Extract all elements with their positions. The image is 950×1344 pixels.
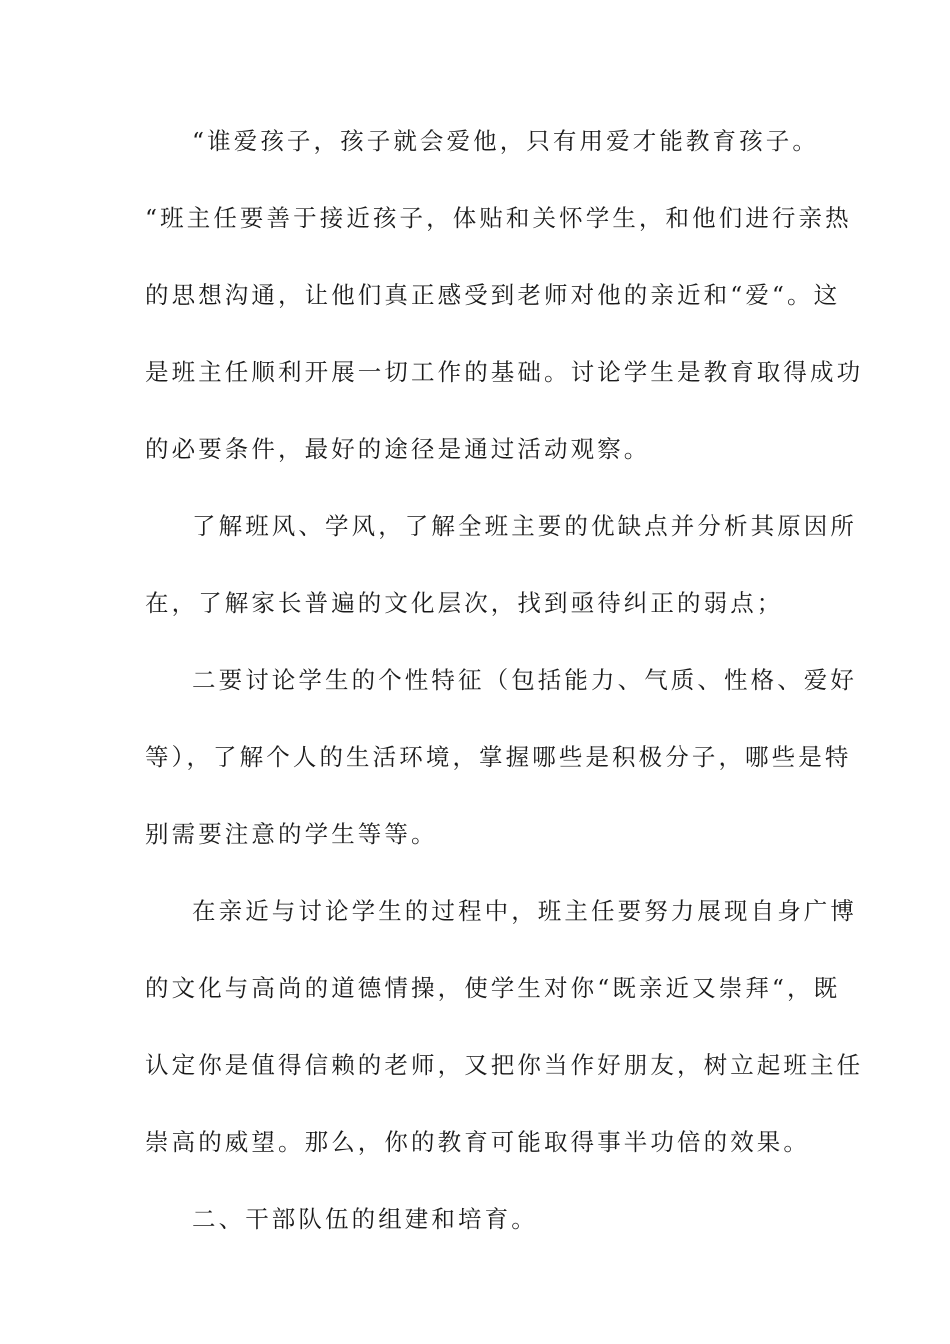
text-line: 的思想沟通，让他们真正感受到老师对他的亲近和“爱“。这 — [145, 281, 841, 309]
text-line: 在亲近与讨论学生的过程中，班主任要努力展现自身广博 — [192, 897, 857, 925]
text-line: 的必要条件，最好的途径是通过活动观察。 — [145, 435, 651, 463]
text-line: 崇高的威望。那么，你的教育可能取得事半功倍的效果。 — [145, 1128, 810, 1156]
text-line: 二要讨论学生的个性特征（包括能力、气质、性格、爱好 — [192, 666, 857, 694]
document-body — [145, 122, 864, 1277]
section-heading: 二、干部队伍的组建和培育。 — [192, 1205, 538, 1233]
text-line: 别需要注意的学生等等。 — [145, 820, 438, 848]
text-line: 的文化与高尚的道德情操，使学生对你“既亲近又崇拜“，既 — [145, 974, 841, 1002]
text-line: 是班主任顺利开展一切工作的基础。讨论学生是教育取得成功 — [145, 358, 864, 386]
text-line: “班主任要善于接近孩子，体贴和关怀学生，和他们进行亲热 — [145, 204, 852, 232]
text-line: 认定你是值得信赖的老师，又把你当作好朋友，树立起班主任 — [145, 1051, 864, 1079]
text-line: 了解班风、学风，了解全班主要的优缺点并分析其原因所 — [192, 512, 857, 540]
text-line: 在，了解家长普遍的文化层次，找到亟待纠正的弱点； — [145, 589, 784, 617]
text-line: “谁爱孩子，孩子就会爱他，只有用爱才能教育孩子。 — [192, 127, 819, 155]
text-line: 等），了解个人的生活环境，掌握哪些是积极分子，哪些是特 — [145, 743, 852, 771]
